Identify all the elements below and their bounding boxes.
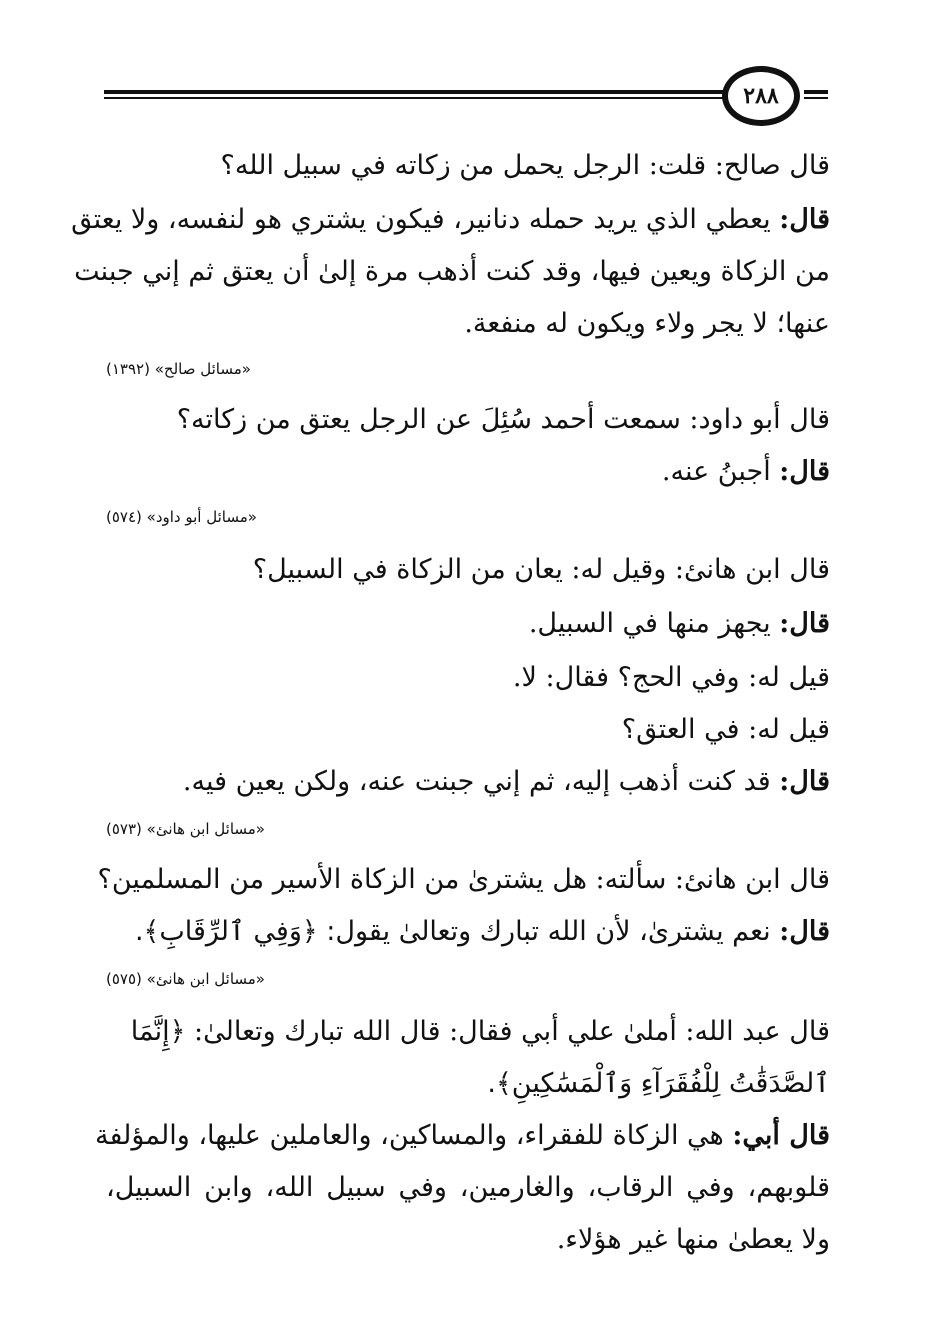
source-citation: «مسائل ابن هانئ» (٥٧٣): [106, 820, 265, 838]
line-text: هي الزكاة للفقراء، والمساكين، والعاملين عليها، والمؤلفة: [95, 1120, 733, 1151]
text-line: [662, 452, 830, 492]
quran-verse-line: [487, 1064, 830, 1104]
text-line: [557, 1220, 830, 1260]
text-line: [253, 550, 830, 590]
speaker-label: قال:: [779, 608, 830, 639]
line-text: يجهز منها في السبيل.: [528, 608, 780, 639]
text-line: [622, 710, 830, 750]
line-text: قال أبو داود: سمعت أحمد سُئِلَ عن الرجل يعتق من زكاته؟: [176, 404, 830, 435]
speaker-label: قال:: [779, 456, 830, 487]
speaker-label: قال:: [779, 766, 830, 797]
text-line: [135, 912, 830, 952]
text-line: [513, 658, 830, 698]
line-text: من الزكاة ويعين فيها، وقد كنت أذهب مرة إلىٰ أن يعتق ثم إني جبنت: [74, 256, 830, 287]
text-line: [95, 1116, 830, 1156]
page-number-badge: [722, 66, 800, 126]
source-citation: «مسائل صالح» (١٣٩٢): [106, 360, 251, 378]
line-text: قد كنت أذهب إليه، ثم إني جبنت عنه، ولكن يعين فيه.: [182, 766, 780, 797]
text-line: [98, 860, 830, 900]
text-line: [183, 762, 830, 802]
line-text: أجبنُ عنه.: [661, 456, 780, 487]
text-line: [74, 252, 830, 292]
line-text: يعطي الذي يريد حمله دنانير، فيكون يشتري هو لنفسه، ولا يعتق: [71, 204, 780, 235]
source-citation: «مسائل أبو داود» (٥٧٤): [106, 508, 257, 526]
line-text: قال عبد الله: أملىٰ علي أبي فقال: قال الله تبارك وتعالىٰ: ﴿إِنَّمَا: [130, 1016, 830, 1047]
line-text: قيل له: وفي الحج؟ فقال: لا.: [512, 662, 830, 693]
header-rule: [104, 90, 726, 94]
header-rule: [804, 90, 828, 94]
text-line: [71, 200, 830, 240]
line-text: قال ابن هانئ: وقيل له: يعان من الزكاة في السبيل؟: [252, 554, 830, 585]
line-text: ٱلصَّدَقَٰتُ لِلْفُقَرَآءِ وَٱلْمَسَٰكِينِ﴾.: [487, 1068, 830, 1099]
line-text: قال ابن هانئ: سألته: هل يشترىٰ من الزكاة الأسير من المسلمين؟: [97, 864, 830, 895]
text-line: [177, 400, 830, 440]
page-number: ٢٨٨: [743, 83, 779, 109]
header-rule: [804, 97, 828, 99]
speaker-label: قال:: [779, 916, 830, 947]
header-rule: [104, 97, 726, 99]
text-line: [106, 1168, 830, 1208]
line-text: نعم يشترىٰ، لأن الله تبارك وتعالىٰ يقول: ﴿وَفِي ٱلرِّقَابِ﴾.: [134, 916, 780, 947]
text-line: [131, 1012, 830, 1052]
speaker-label: قال أبي:: [732, 1120, 830, 1151]
line-text: قال صالح: قلت: الرجل يحمل من زكاته في سبيل الله؟: [220, 150, 830, 181]
line-text: ولا يعطىٰ منها غير هؤلاء.: [556, 1224, 830, 1255]
source-citation: «مسائل ابن هانئ» (٥٧٥): [106, 970, 265, 988]
speaker-label: قال:: [779, 204, 830, 235]
text-line: [464, 304, 830, 344]
line-text: عنها؛ لا يجر ولاء ويكون له منفعة.: [464, 308, 830, 339]
text-line: [221, 146, 831, 186]
line-text: قيل له: في العتق؟: [621, 714, 830, 745]
line-text: قلوبهم، وفي الرقاب، والغارمين، وفي سبيل الله، وابن السبيل،: [106, 1172, 830, 1203]
text-line: [529, 604, 830, 644]
